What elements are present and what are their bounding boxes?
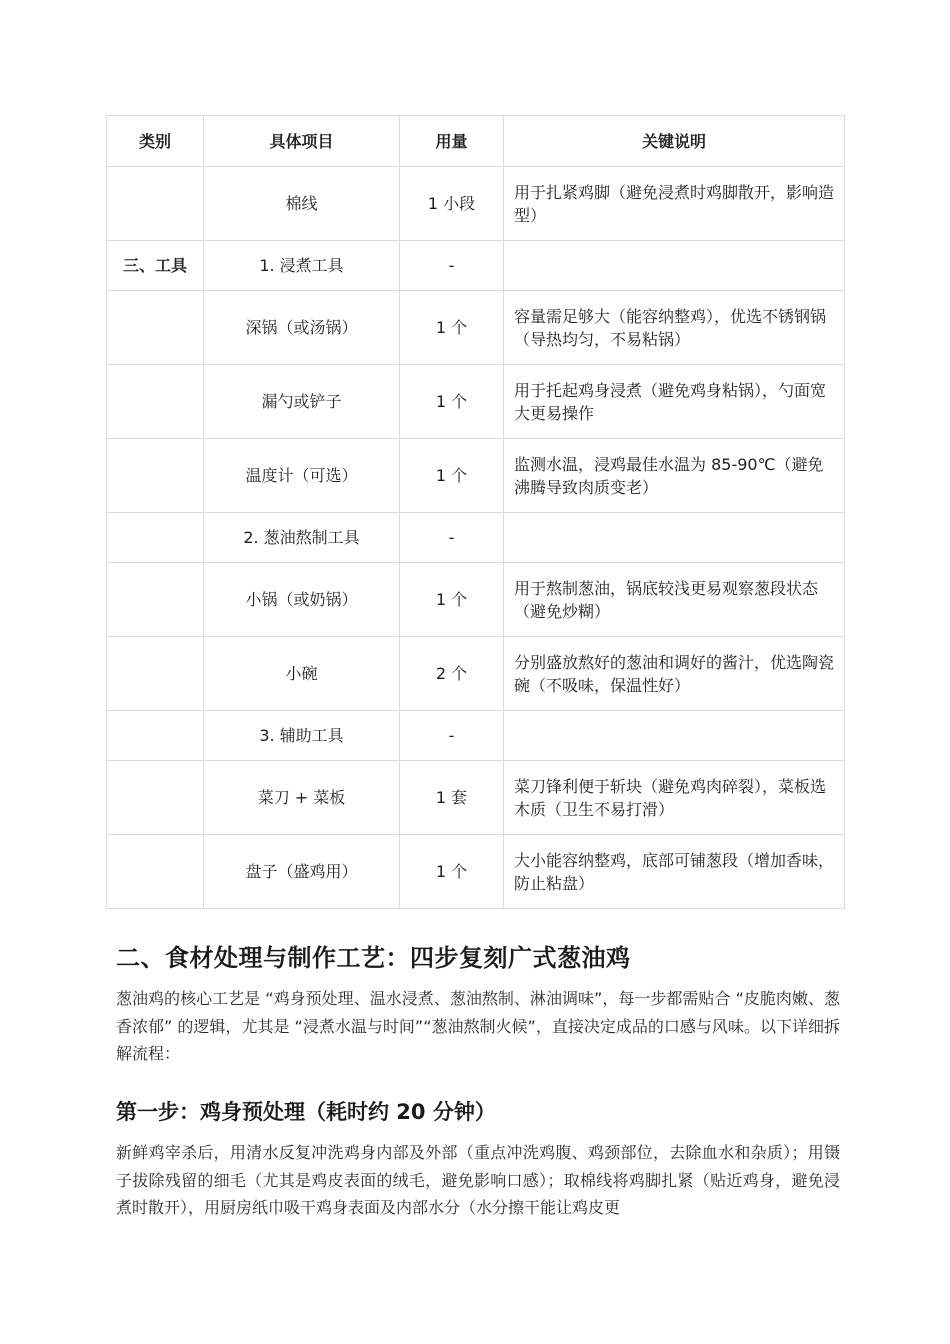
cell-note: 菜刀锋利便于斩块（避免鸡肉碎裂），菜板选木质（卫生不易打滑） — [504, 761, 845, 835]
section-heading: 二、食材处理与制作工艺：四步复刻广式葱油鸡 — [116, 944, 631, 972]
cell-item: 棉线 — [204, 167, 400, 241]
cell-category — [107, 637, 204, 711]
header-note: 关键说明 — [504, 116, 845, 167]
table-row — [107, 761, 845, 835]
cell-category — [107, 563, 204, 637]
cell-item: 温度计（可选） — [204, 439, 400, 513]
cell-category — [107, 513, 204, 563]
cell-note — [504, 241, 845, 291]
cell-item: 3. 辅助工具 — [204, 711, 400, 761]
table-row — [107, 291, 845, 365]
step-heading: 第一步：鸡身预处理（耗时约 20 分钟） — [116, 1100, 496, 1124]
header-category: 类别 — [107, 116, 204, 167]
cell-note — [504, 711, 845, 761]
cell-quantity: 1 个 — [400, 563, 504, 637]
cell-quantity: 1 个 — [400, 439, 504, 513]
cell-note: 用于熬制葱油，锅底较浅更易观察葱段状态（避免炒糊） — [504, 563, 845, 637]
cell-note — [504, 513, 845, 563]
intro-paragraph: 葱油鸡的核心工艺是 “鸡身预处理、温水浸煮、葱油熬制、淋油调味”，每一步都需贴合 “皮脆肉嫩、葱香浓郁” 的逻辑，尤其是 “浸煮水温与时间”“葱油熬制火候”，直接决定成品的口感与风味。以下详细拆解流程： — [116, 989, 840, 1063]
header-item: 具体项目 — [204, 116, 400, 167]
cell-category: 三、工具 — [107, 241, 204, 291]
cell-category — [107, 439, 204, 513]
table-row — [107, 563, 845, 637]
cell-item: 深锅（或汤锅） — [204, 291, 400, 365]
cell-item: 盘子（盛鸡用） — [204, 835, 400, 909]
cell-item: 2. 葱油熬制工具 — [204, 513, 400, 563]
header-quantity: 用量 — [400, 116, 504, 167]
cell-quantity: - — [400, 711, 504, 761]
cell-note: 大小能容纳整鸡，底部可铺葱段（增加香味，防止粘盘） — [504, 835, 845, 909]
cell-note: 用于托起鸡身浸煮（避免鸡身粘锅），勺面宽大更易操作 — [504, 365, 845, 439]
cell-item: 小碗 — [204, 637, 400, 711]
cell-quantity: 1 个 — [400, 835, 504, 909]
table-header-row — [107, 116, 845, 167]
table-row — [107, 513, 845, 563]
cell-quantity: - — [400, 513, 504, 563]
cell-quantity: 2 个 — [400, 637, 504, 711]
tools-table — [106, 115, 845, 909]
table-row — [107, 835, 845, 909]
table-row — [107, 711, 845, 761]
table-row — [107, 241, 845, 291]
table-row — [107, 637, 845, 711]
step-paragraph: 新鲜鸡宰杀后，用清水反复冲洗鸡身内部及外部（重点冲洗鸡腹、鸡颈部位，去除血水和杂质）；用镊子拔除残留的细毛（尤其是鸡皮表面的绒毛，避免影响口感）；取棉线将鸡脚扎紧（贴近鸡身，避免浸煮时散开），用厨房纸巾吸干鸡身表面及内部水分（水分擦干能让鸡皮更 — [116, 1143, 840, 1217]
table-row — [107, 439, 845, 513]
document-page — [106, 115, 844, 1217]
cell-item: 1. 浸煮工具 — [204, 241, 400, 291]
cell-quantity: 1 小段 — [400, 167, 504, 241]
cell-category — [107, 711, 204, 761]
cell-quantity: 1 套 — [400, 761, 504, 835]
cell-note: 用于扎紧鸡脚（避免浸煮时鸡脚散开，影响造型） — [504, 167, 845, 241]
table-row — [107, 365, 845, 439]
cell-category — [107, 835, 204, 909]
cell-category — [107, 291, 204, 365]
cell-item: 菜刀 + 菜板 — [204, 761, 400, 835]
cell-quantity: 1 个 — [400, 365, 504, 439]
table-row — [107, 167, 845, 241]
cell-note: 监测水温，浸鸡最佳水温为 85-90℃（避免沸腾导致肉质变老） — [504, 439, 845, 513]
cell-quantity: - — [400, 241, 504, 291]
cell-category — [107, 365, 204, 439]
cell-category — [107, 761, 204, 835]
cell-note: 容量需足够大（能容纳整鸡），优选不锈钢锅（导热均匀，不易粘锅） — [504, 291, 845, 365]
cell-category — [107, 167, 204, 241]
cell-note: 分别盛放熬好的葱油和调好的酱汁，优选陶瓷碗（不吸味，保温性好） — [504, 637, 845, 711]
cell-item: 漏勺或铲子 — [204, 365, 400, 439]
cell-quantity: 1 个 — [400, 291, 504, 365]
cell-item: 小锅（或奶锅） — [204, 563, 400, 637]
